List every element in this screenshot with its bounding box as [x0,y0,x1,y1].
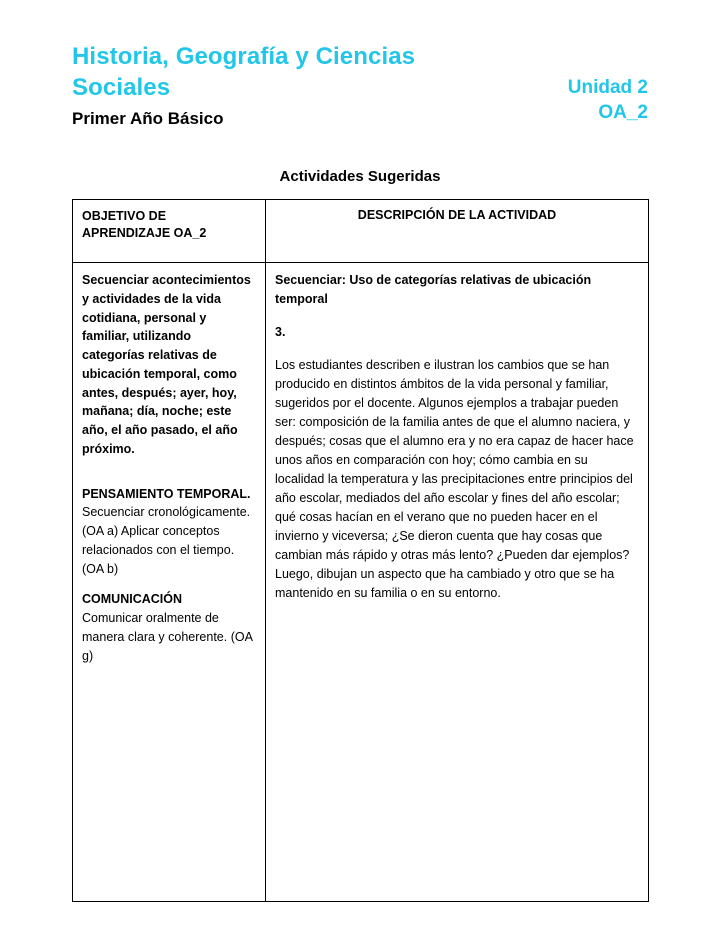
table-header-row [73,200,649,263]
skill-name-temporal: PENSAMIENTO TEMPORAL. [82,486,251,501]
skill-block-temporal [82,485,256,579]
table-row [73,263,649,902]
grade-title: Primer Año Básico [72,109,224,129]
activity-title: Secuenciar: Uso de categorías relativas de ubicación temporal [275,273,592,306]
skill-text-temporal: Secuenciar cronológicamente. (OA a) Aplicar conceptos relacionados con el tiempo. (OA b) [82,505,251,576]
header-right [568,76,648,125]
oa-code-label: OA_2 [598,101,648,123]
header-left [72,42,492,129]
unit-label: Unidad 2 [567,77,648,98]
skill-name-communication: COMUNICACIÓN [82,592,182,607]
objective-cell [73,263,266,902]
skill-block-communication [82,590,256,665]
section-title: Actividades Sugeridas [279,168,441,185]
subject-title: Historia, Geografía y Ciencias Sociales [72,43,416,101]
activity-body: Los estudiantes describen e ilustran los cambios que se han producido en distintos ámbitos de la vida personal y familiar, sugeridos por el docente. Algunos ejemplos a trabajar pueden ser: composición de la familia antes de que el alumno naciera, y después; cosas que el alumno era y no era capaz de hacer hace unos años en comparación con hoy; cómo cambia en su localidad la temperatura y las precipitaciones entre principios del año escolar, mediados del año escolar y fines del año escolar; qué cosas hacían en el verano que no pueden hacer en el invierno y viceversa; ¿Se dieron cuenta que hay cosas que cambian más rápido y otras más lento? ¿Pueden dar ejemplos? Luego, dibujan un aspecto que ha cambiado y otro que se ha mantenido en su familia o en su entorno. [275,358,634,600]
objective-main-text: Secuenciar acontecimientos y actividades de la vida cotidiana, personal y familiar, utilizando categorías relativas de ubicación temporal, como antes, después; ayer, hoy, mañana; día, noche; este año, el año pasado, el año próximo. [82,273,251,456]
description-cell [266,263,649,902]
activity-number: 3. [275,325,286,339]
activities-table [72,199,649,902]
column-header-description: DESCRIPCIÓN DE LA ACTIVIDAD [266,200,649,263]
skill-text-communication: Comunicar oralmente de manera clara y coherente. (OA g) [82,611,253,663]
document-header [72,42,648,134]
column-header-objective: OBJETIVO DE APRENDIZAJE OA_2 [73,200,266,263]
